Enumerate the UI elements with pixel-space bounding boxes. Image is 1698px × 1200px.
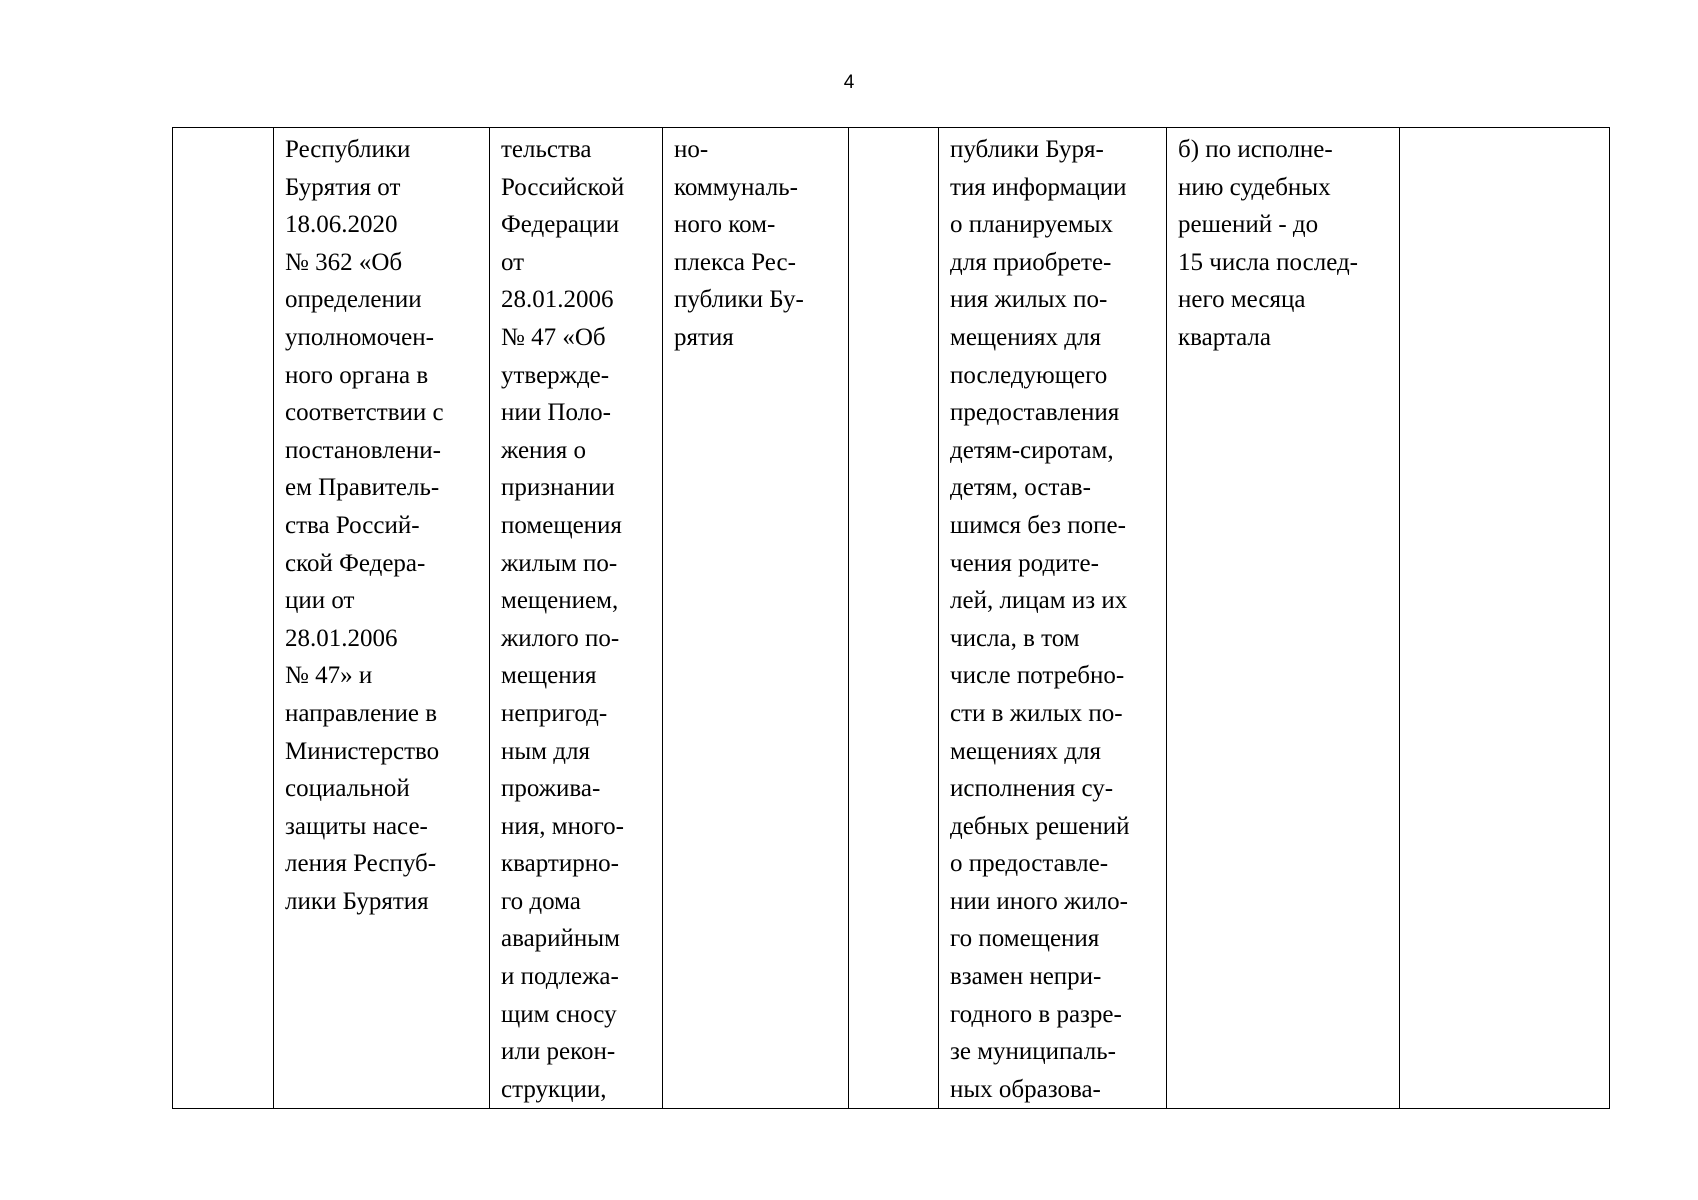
cell-text-line: о предоставле- <box>950 850 1109 878</box>
table-cell-col-4 <box>663 128 849 1109</box>
cell-text-line: взамен непри- <box>950 963 1102 991</box>
table-cell-col-7 <box>1167 128 1400 1109</box>
cell-text-line: ем Правитель- <box>285 474 440 502</box>
cell-text-line: постановлени- <box>285 436 441 464</box>
cell-text-line: числе потребно- <box>950 662 1125 690</box>
cell-text-line: детям, остав- <box>950 474 1091 502</box>
cell-text-line: 28.01.2006 <box>285 624 398 652</box>
cell-text-line: б) по исполне- <box>1178 136 1333 163</box>
cell-text-line: ным для <box>501 737 590 765</box>
cell-text-line: но- <box>674 136 709 163</box>
cell-text-line: признании <box>501 474 615 502</box>
cell-text-line: предоставления <box>950 399 1120 427</box>
cell-text-line: прожива- <box>501 775 601 803</box>
cell-text-line: жилым по- <box>501 549 618 577</box>
cell-text-line: лики Бурятия <box>285 887 429 915</box>
cell-text-line: ления Респуб- <box>285 850 437 878</box>
cell-text-line: решений - до <box>1178 211 1319 239</box>
cell-text-line: дебных решений <box>950 812 1130 840</box>
cell-text-line: определении <box>285 286 422 314</box>
cell-text-line: уполномочен- <box>285 323 434 351</box>
cell-text-line: Республики <box>285 136 411 163</box>
page-number: 4 <box>843 72 855 93</box>
cell-text-line: числа, в том <box>950 624 1080 652</box>
cell-text-line: него месяца <box>1178 286 1306 314</box>
cell-text-line: нии иного жило- <box>950 887 1128 915</box>
cell-text-line: мещениях для <box>950 323 1101 351</box>
cell-text-line: № 47 «Об <box>501 323 606 351</box>
table-cell-col-5 <box>849 128 939 1109</box>
cell-text-line: № 362 «Об <box>285 248 403 276</box>
cell-text-line: ного ком- <box>674 211 776 239</box>
cell-text-line: зе муниципаль- <box>950 1038 1116 1066</box>
cell-text-line: исполнения су- <box>950 775 1114 803</box>
cell-text-line: квартирно- <box>501 850 619 878</box>
cell-text-line: помещения <box>501 511 622 539</box>
cell-text-line: от <box>501 248 525 276</box>
table-cell-col-6 <box>939 128 1167 1109</box>
cell-text-line: годного в разре- <box>950 1000 1122 1028</box>
cell-text-line: тельства <box>501 136 592 163</box>
cell-text-line: мещением, <box>501 587 619 615</box>
cell-text-line: жилого по- <box>501 624 620 652</box>
cell-text-line: жения о <box>501 436 587 464</box>
cell-text-line: публики Бу- <box>674 286 804 314</box>
cell-text-line: и подлежа- <box>501 963 619 991</box>
cell-text-line: го дома <box>501 887 581 915</box>
cell-text-line: Российской <box>501 173 625 201</box>
cell-text-line: нии Поло- <box>501 399 611 427</box>
cell-text-line: ния жилых по- <box>950 286 1108 314</box>
cell-text-line: для приобрете- <box>950 248 1112 276</box>
cell-text-line: последующего <box>950 361 1108 389</box>
cell-text-line: рятия <box>674 323 734 351</box>
document-table <box>172 127 1610 1109</box>
cell-text-line: го помещения <box>950 925 1100 953</box>
table-cell-col-3 <box>490 128 663 1109</box>
cell-text-line: непригод- <box>501 699 608 727</box>
cell-text-line: Федерации <box>501 211 620 239</box>
cell-text-line: ции от <box>285 587 355 615</box>
cell-text-line: лей, лицам из их <box>950 587 1128 615</box>
cell-text-line: нию судебных <box>1178 173 1331 201</box>
cell-text-line: о планируемых <box>950 211 1114 239</box>
cell-text-line: 28.01.2006 <box>501 286 614 314</box>
table-row <box>173 128 1610 1109</box>
cell-text-line: шимся без попе- <box>950 511 1126 539</box>
cell-text-line: защиты насе- <box>285 812 428 840</box>
cell-text-line: соответствии с <box>285 399 444 427</box>
cell-text-line: ного органа в <box>285 361 429 389</box>
cell-text-line: квартала <box>1178 323 1272 351</box>
cell-text-line: ства Россий- <box>285 511 420 539</box>
cell-text-line: 15 числа послед- <box>1178 248 1359 276</box>
cell-text-line: плекса Рес- <box>674 248 796 276</box>
cell-text-line: щим сносу <box>501 1000 617 1028</box>
cell-text-line: или рекон- <box>501 1038 616 1066</box>
cell-text-line: социальной <box>285 775 410 803</box>
cell-text-line: Министерство <box>285 737 440 765</box>
table-cell-col-1 <box>173 128 274 1109</box>
cell-text-line: мещения <box>501 662 597 690</box>
cell-text-line: чения родите- <box>950 549 1099 577</box>
cell-text-line: ных образова- <box>950 1075 1101 1103</box>
cell-text-line: тия информации <box>950 173 1127 201</box>
cell-text-line: 18.06.2020 <box>285 211 398 239</box>
table-cell-col-8 <box>1400 128 1610 1109</box>
cell-text-line: струкции, <box>501 1075 607 1103</box>
cell-text-line: мещениях для <box>950 737 1101 765</box>
cell-text-line: детям-сиротам, <box>950 436 1114 464</box>
cell-text-line: Бурятия от <box>285 173 401 201</box>
cell-text-line: ской Федера- <box>285 549 426 577</box>
cell-text-line: ния, много- <box>501 812 624 840</box>
cell-text-line: публики Буря- <box>950 136 1104 163</box>
table-cell-col-2 <box>274 128 490 1109</box>
cell-text-line: направление в <box>285 699 438 727</box>
cell-text-line: утвержде- <box>501 361 610 389</box>
cell-text-line: аварийным <box>501 925 620 953</box>
cell-text-line: сти в жилых по- <box>950 699 1123 727</box>
cell-text-line: № 47» и <box>285 662 373 690</box>
cell-text-line: коммуналь- <box>674 173 798 201</box>
